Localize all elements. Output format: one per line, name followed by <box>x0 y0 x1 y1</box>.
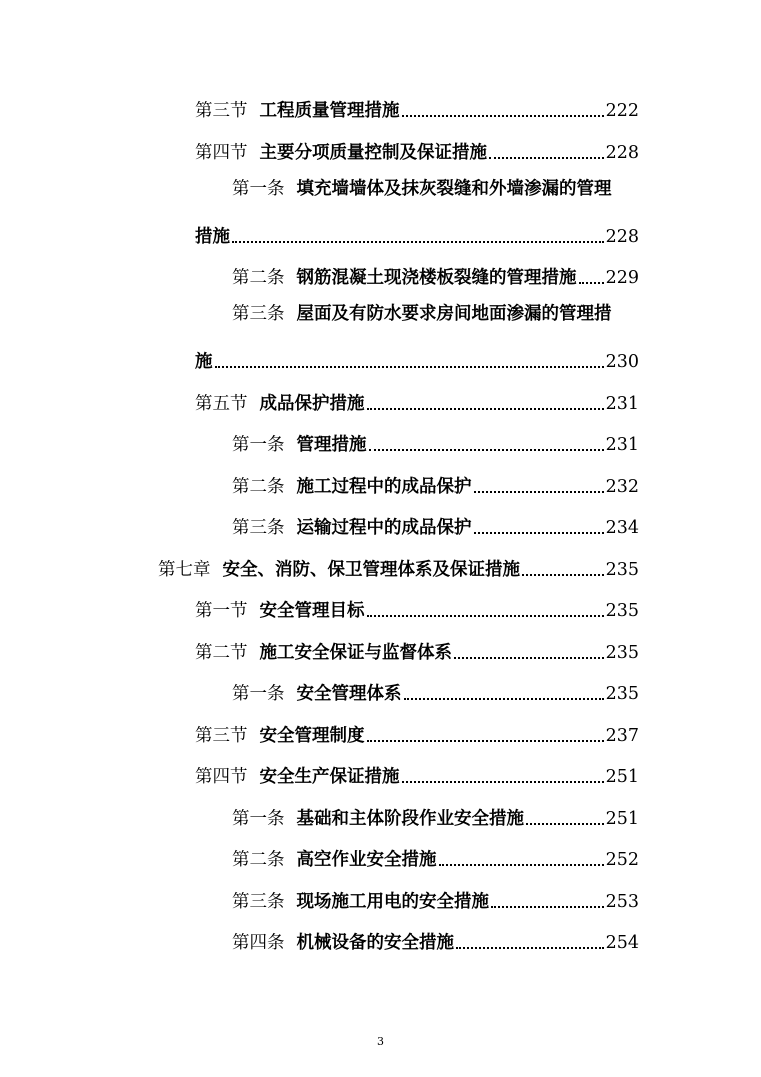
toc-entry-label: 第四节 <box>195 143 248 163</box>
dot-leader <box>522 562 604 576</box>
toc-entry-page: 254 <box>605 933 639 953</box>
toc-entry-title: 管理措施 <box>296 435 367 455</box>
toc-entry[interactable] <box>232 842 639 872</box>
toc-entry-label: 第三节 <box>195 101 248 121</box>
toc-entry[interactable] <box>232 884 639 914</box>
toc-entry-label: 第一条 <box>232 684 285 704</box>
toc-entry-page: 235 <box>605 643 639 663</box>
toc-entry[interactable] <box>195 718 639 748</box>
toc-entry-title: 运输过程中的成品保护 <box>296 518 472 538</box>
toc-entry-page: 222 <box>605 101 639 121</box>
toc-entry-label: 第二条 <box>232 477 285 497</box>
toc-entry-title: 钢筋混凝土现浇楼板裂缝的管理措施 <box>296 268 577 288</box>
toc-entry[interactable] <box>195 635 639 665</box>
toc-entry-page: 234 <box>605 518 639 538</box>
dot-leader <box>215 354 604 368</box>
toc-entry-page: 237 <box>605 726 639 746</box>
dot-leader <box>456 935 604 949</box>
toc-entry[interactable] <box>232 801 639 831</box>
toc-entry-page: 252 <box>605 850 639 870</box>
dot-leader <box>474 520 604 534</box>
dot-leader <box>474 479 604 493</box>
toc-entry[interactable] <box>232 510 639 540</box>
dot-leader <box>232 229 604 243</box>
toc-entry-page: 235 <box>605 601 639 621</box>
toc-entry-title: 主要分项质量控制及保证措施 <box>259 143 487 163</box>
toc-entry-title: 施工过程中的成品保护 <box>296 477 472 497</box>
toc-entry-title: 安全管理目标 <box>259 601 365 621</box>
toc-entry-label: 第二条 <box>232 268 285 288</box>
toc-entry-title: 安全管理制度 <box>259 726 365 746</box>
dot-leader <box>491 894 604 908</box>
dot-leader <box>489 145 604 159</box>
toc-entry-label: 第五节 <box>195 394 248 414</box>
toc-chapter-entry[interactable] <box>158 552 639 582</box>
dot-leader <box>404 686 604 700</box>
toc-entry-page: 231 <box>605 435 639 455</box>
toc-entry-label: 第七章 <box>158 560 211 580</box>
toc-entry-label: 第一条 <box>232 179 285 199</box>
toc-entry-title: 基础和主体阶段作业安全措施 <box>296 809 524 829</box>
toc-entry-continuation[interactable] <box>195 344 639 374</box>
toc-entry-page: 230 <box>605 352 639 372</box>
dot-leader <box>369 437 604 451</box>
toc-entry-page: 235 <box>605 684 639 704</box>
toc-entry-label: 第四节 <box>195 767 248 787</box>
toc-entry-title-cont: 措施 <box>195 227 230 247</box>
dot-leader <box>402 769 604 783</box>
page-number: 3 <box>377 1035 384 1048</box>
toc-entry-label: 第三条 <box>232 304 285 324</box>
toc-entry-label: 第三条 <box>232 518 285 538</box>
toc-entry[interactable] <box>195 135 639 165</box>
toc-entry[interactable] <box>232 469 639 499</box>
dot-leader <box>402 103 604 117</box>
toc-entry[interactable] <box>232 427 639 457</box>
toc-entry[interactable] <box>195 759 639 789</box>
toc-entry-label: 第四条 <box>232 933 285 953</box>
dot-leader <box>367 396 604 410</box>
toc-entry-title-cont: 施 <box>195 352 213 372</box>
toc-entry-page: 228 <box>605 227 639 247</box>
toc-entry-page: 253 <box>605 892 639 912</box>
toc-entry-label: 第二条 <box>232 850 285 870</box>
toc-entry[interactable] <box>195 593 639 623</box>
dot-leader <box>367 603 604 617</box>
toc-entry-page: 229 <box>605 268 639 288</box>
toc-entry-first-line[interactable] <box>232 302 612 332</box>
toc-entry-title: 高空作业安全措施 <box>296 850 437 870</box>
toc-entry-title: 安全、消防、保卫管理体系及保证措施 <box>222 560 520 580</box>
toc-entry-title: 施工安全保证与监督体系 <box>259 643 452 663</box>
toc-entry-label: 第三节 <box>195 726 248 746</box>
toc-entry-label: 第二节 <box>195 643 248 663</box>
toc-entry-title: 安全生产保证措施 <box>259 767 400 787</box>
dot-leader <box>454 645 604 659</box>
toc-entry-page: 251 <box>605 767 639 787</box>
toc-entry-label: 第一条 <box>232 809 285 829</box>
toc-entry-title: 机械设备的安全措施 <box>296 933 454 953</box>
toc-entry-title: 填充墙墙体及抹灰裂缝和外墙渗漏的管理 <box>296 179 612 199</box>
toc-entry-label: 第三条 <box>232 892 285 912</box>
toc-entry[interactable] <box>232 676 639 706</box>
toc-entry-title: 屋面及有防水要求房间地面渗漏的管理措 <box>296 304 612 324</box>
toc-entry[interactable] <box>232 925 639 955</box>
toc-entry-title: 成品保护措施 <box>259 394 365 414</box>
toc-entry-title: 工程质量管理措施 <box>259 101 400 121</box>
toc-entry-first-line[interactable] <box>232 177 612 207</box>
toc-entry-continuation[interactable] <box>195 219 639 249</box>
dot-leader <box>579 270 604 284</box>
toc-entry-page: 228 <box>605 143 639 163</box>
toc-entry-page: 235 <box>605 560 639 580</box>
dot-leader <box>526 811 604 825</box>
toc-entry[interactable] <box>195 386 639 416</box>
dot-leader <box>367 728 604 742</box>
toc-entry-page: 232 <box>605 477 639 497</box>
toc-entry[interactable] <box>232 260 639 290</box>
toc-entry-title: 现场施工用电的安全措施 <box>296 892 489 912</box>
toc-entry-page: 231 <box>605 394 639 414</box>
toc-entry[interactable] <box>195 93 639 123</box>
toc-entry-page: 251 <box>605 809 639 829</box>
toc-entry-title: 安全管理体系 <box>296 684 402 704</box>
toc-entry-label: 第一条 <box>232 435 285 455</box>
toc-entry-label: 第一节 <box>195 601 248 621</box>
dot-leader <box>439 852 604 866</box>
